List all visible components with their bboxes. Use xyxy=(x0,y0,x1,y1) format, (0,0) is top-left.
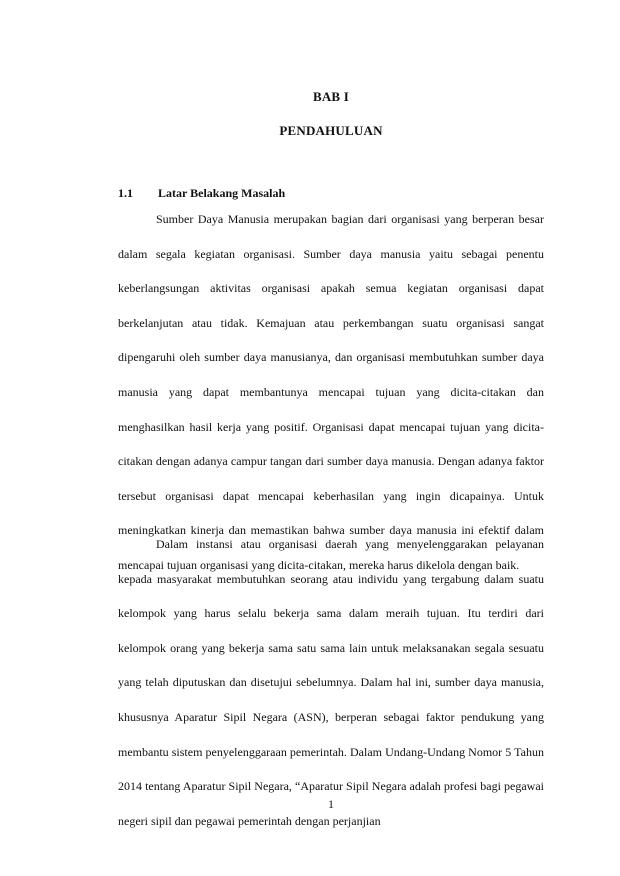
section-heading xyxy=(118,186,285,201)
chapter-number: BAB I xyxy=(312,89,350,104)
section-title: Latar Belakang Masalah xyxy=(158,186,286,200)
body-paragraph: Dalam instansi atau organisasi daerah yang menyelenggarakan pelayanan kepada masyarakat membutuhkan seorang atau individu yang tergabung dalam suatu kelompok yang harus selalu bekerja sama dalam meraih tujuan. Itu terdiri dari kelompok orang yang bekerja sama satu sama lain untuk melaksanakan segala sesuatu yang telah diputuskan dan disetujui sebelumnya. Dalam hal ini, sumber daya manusia, khususnya Aparatur Sipil Negara (ASN), berperan sebagai faktor pendukung yang membantu sistem penyelenggaraan pemerintah. Dalam Undang-Undang Nomor 5 Tahun 2014 tentang Aparatur Sipil Negara, “Aparatur Sipil Negara adalah profesi bagi pegawai negeri sipil dan pegawai pemerintah dengan perjanjian xyxy=(118,537,544,828)
body-paragraph: Sumber Daya Manusia merupakan bagian dari organisasi yang berperan besar dalam segala kegiatan organisasi. Sumber daya manusia yaitu sebagai penentu keberlangsungan aktivitas organisasi apakah semua kegiatan organisasi dapat berkelanjutan atau tidak. Kemajuan atau perkembangan suatu organisasi sangat dipengaruhi oleh sumber daya manusianya, dan organisasi membutuhkan sumber daya manusia yang dapat membantunya mencapai tujuan yang dicita-citakan dan menghasilkan hasil kerja yang positif. Organisasi dapat mencapai tujuan yang dicita-citakan dengan adanya campur tangan dari sumber daya manusia. Dengan adanya faktor tersebut organisasi dapat mencapai keberhasilan yang ingin dicapainya. Untuk meningkatkan kinerja dan memastikan bahwa sumber daya manusia ini efektif dalam mencapai tujuan organisasi yang dicita-citakan, mereka harus dikelola dengan baik. xyxy=(118,212,544,572)
page-number: 1 xyxy=(328,797,334,811)
chapter-title: PENDAHULUAN xyxy=(279,123,383,138)
section-number: 1.1 xyxy=(118,186,133,200)
